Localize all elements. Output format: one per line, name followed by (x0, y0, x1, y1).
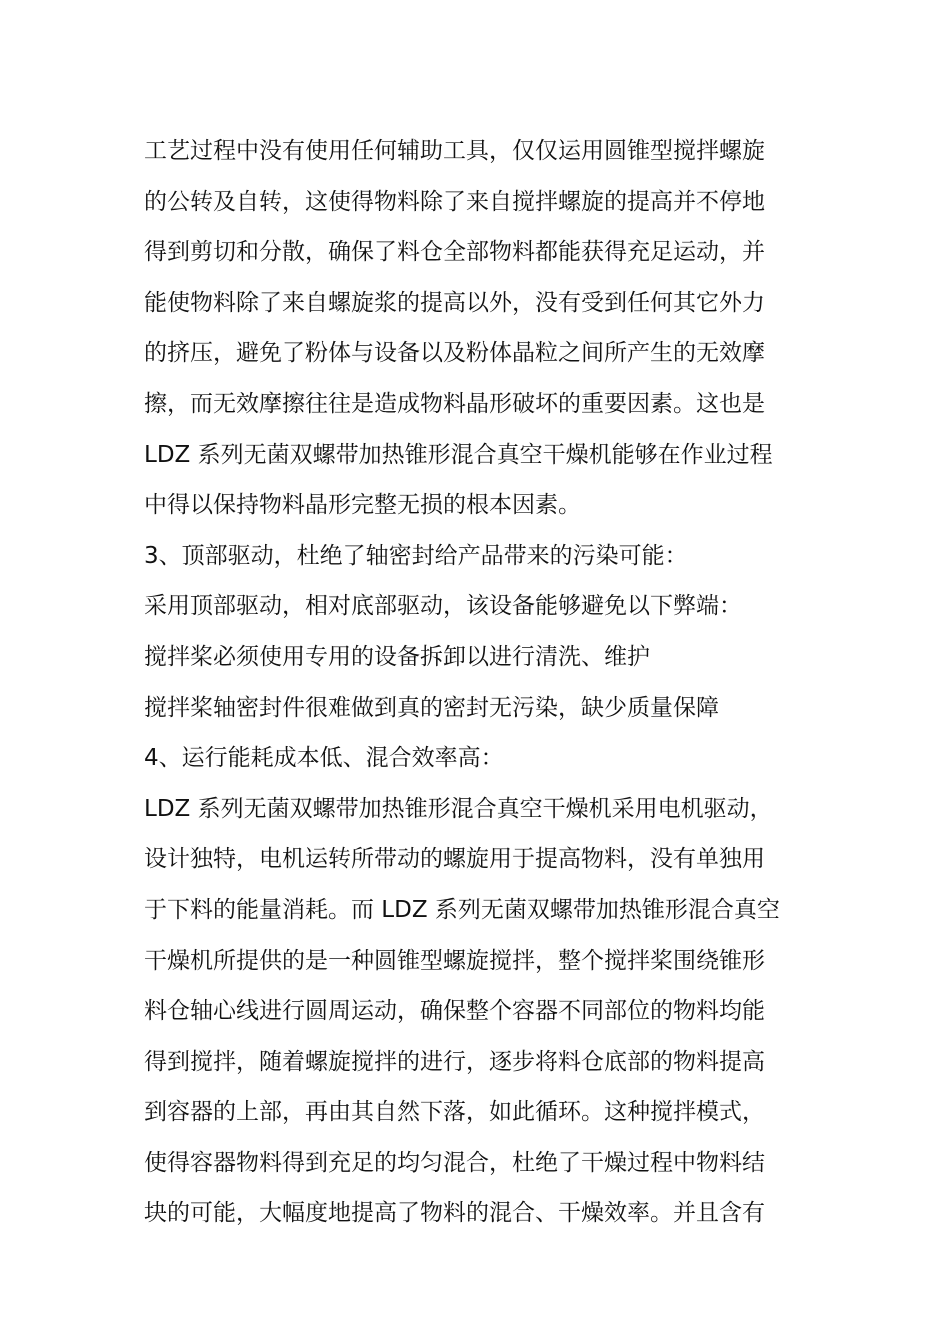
text-line: LDZ 系列无菌双螺带加热锥形混合真空干燥机能够在作业过程 (144, 441, 773, 468)
text-line: 中得以保持物料晶形完整无损的根本因素。 (144, 492, 581, 519)
body-text (144, 126, 824, 1239)
text-line: LDZ 系列无菌双螺带加热锥形混合真空干燥机采用电机驱动， (144, 795, 773, 822)
text-line: 得到搅拌，随着螺旋搅拌的进行，逐步将料仓底部的物料提高 (144, 1048, 765, 1075)
section-heading-energy-efficiency: 4、运行能耗成本低、混合效率高： (144, 745, 504, 772)
text-line: 得到剪切和分散，确保了料仓全部物料都能获得充足运动，并 (144, 239, 765, 266)
text-line: 擦，而无效摩擦往往是造成物料晶形破坏的重要因素。这也是 (144, 390, 765, 417)
text-line: 料仓轴心线进行圆周运动，确保整个容器不同部位的物料均能 (144, 998, 765, 1025)
text-line: 到容器的上部，再由其自然下落，如此循环。这种搅拌模式， (144, 1099, 765, 1126)
text-line: 于下料的能量消耗。而 LDZ 系列无菌双螺带加热锥形混合真空 (144, 896, 780, 923)
text-line: 能使物料除了来自螺旋浆的提高以外，没有受到任何其它外力 (144, 289, 765, 316)
text-line: 使得容器物料得到充足的均匀混合，杜绝了干燥过程中物料结 (144, 1149, 765, 1176)
text-line: 块的可能，大幅度地提高了物料的混合、干燥效率。并且含有 (144, 1200, 765, 1227)
text-line: 工艺过程中没有使用任何辅助工具，仅仅运用圆锥型搅拌螺旋 (144, 138, 765, 164)
text-line: 的公转及自转，这使得物料除了来自搅拌螺旋的提高并不停地 (144, 188, 765, 215)
text-line: 设计独特，电机运转所带动的螺旋用于提高物料，没有单独用 (144, 846, 765, 873)
section-heading-top-drive: 3、顶部驱动，杜绝了轴密封给产品带来的污染可能： (144, 542, 688, 569)
text-line: 的挤压，避免了粉体与设备以及粉体晶粒之间所产生的无效摩 (144, 340, 765, 367)
text-line: 采用顶部驱动，相对底部驱动，该设备能够避免以下弊端： (144, 593, 742, 620)
text-line: 干燥机所提供的是一种圆锥型螺旋搅拌，整个搅拌桨围绕锥形 (144, 947, 765, 974)
text-line: 搅拌桨轴密封件很难做到真的密封无污染，缺少质量保障 (144, 694, 719, 721)
text-line: 搅拌桨必须使用专用的设备拆卸以进行清洗、维护 (144, 643, 650, 670)
